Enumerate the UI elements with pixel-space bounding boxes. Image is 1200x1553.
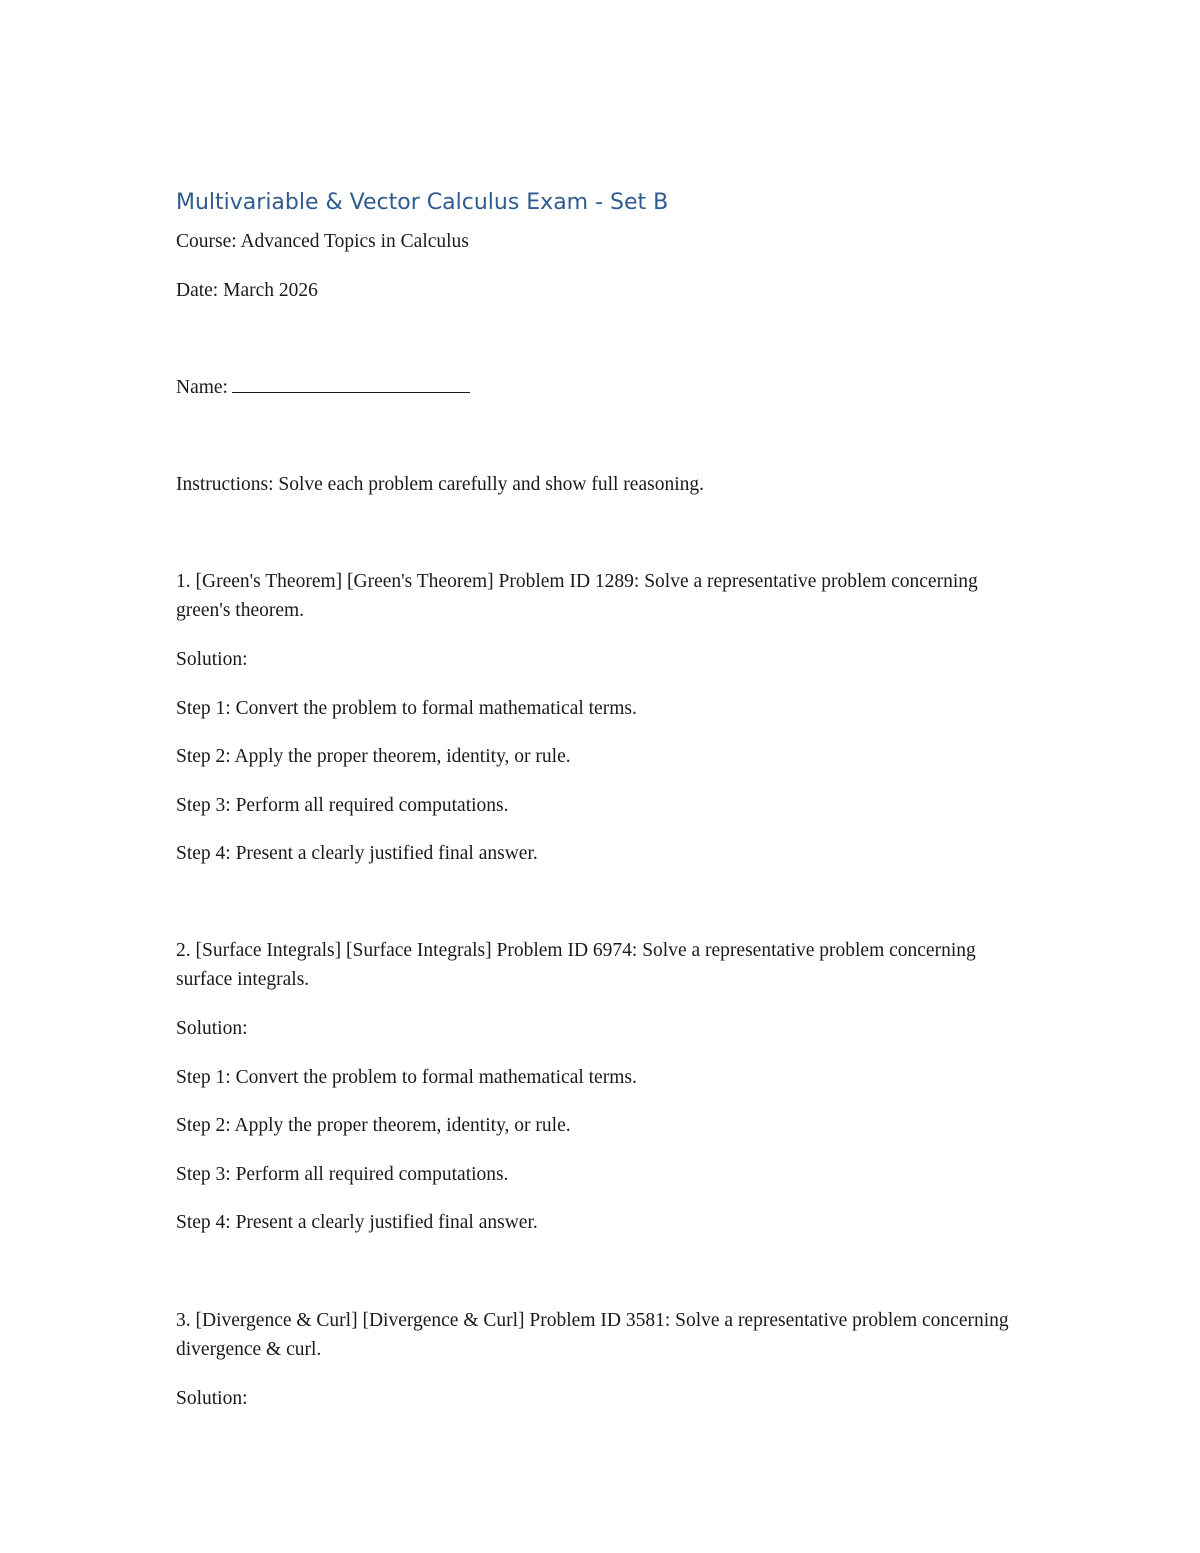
- problem-2-step-4: Step 4: Present a clearly justified final answer.: [176, 1212, 538, 1233]
- problem-3-prompt: 3. [Divergence & Curl] [Divergence & Curl] Problem ID 3581: Solve a representative problem concerning divergence & curl.: [176, 1310, 1009, 1360]
- name-field: [176, 372, 470, 402]
- name-label: Name:: [176, 377, 228, 398]
- problem-1-step-3: Step 3: Perform all required computations.: [176, 795, 509, 816]
- exam-title: Multivariable & Vector Calculus Exam - Set B: [176, 190, 669, 215]
- problem-2-step-3: Step 3: Perform all required computations.: [176, 1164, 509, 1185]
- problem-3-solution-label: Solution:: [176, 1388, 248, 1409]
- problem-1-solution-label: Solution:: [176, 649, 248, 670]
- problem-2-step-1: Step 1: Convert the problem to formal mathematical terms.: [176, 1067, 637, 1088]
- instructions: Instructions: Solve each problem carefully and show full reasoning.: [176, 474, 704, 495]
- problem-1-prompt: 1. [Green's Theorem] [Green's Theorem] Problem ID 1289: Solve a representative problem concerning green's theorem.: [176, 571, 978, 621]
- problem-1-step-2: Step 2: Apply the proper theorem, identity, or rule.: [176, 746, 571, 767]
- problem-1-step-1: Step 1: Convert the problem to formal mathematical terms.: [176, 698, 637, 719]
- course-line: Course: Advanced Topics in Calculus: [176, 231, 469, 252]
- problem-2-solution-label: Solution:: [176, 1018, 248, 1039]
- problem-2-prompt: 2. [Surface Integrals] [Surface Integrals] Problem ID 6974: Solve a representative problem concerning surface integrals.: [176, 940, 976, 990]
- problem-1-step-4: Step 4: Present a clearly justified final answer.: [176, 843, 538, 864]
- name-blank-line: [232, 372, 470, 393]
- date-line: Date: March 2026: [176, 280, 318, 301]
- problem-2-step-2: Step 2: Apply the proper theorem, identity, or rule.: [176, 1115, 571, 1136]
